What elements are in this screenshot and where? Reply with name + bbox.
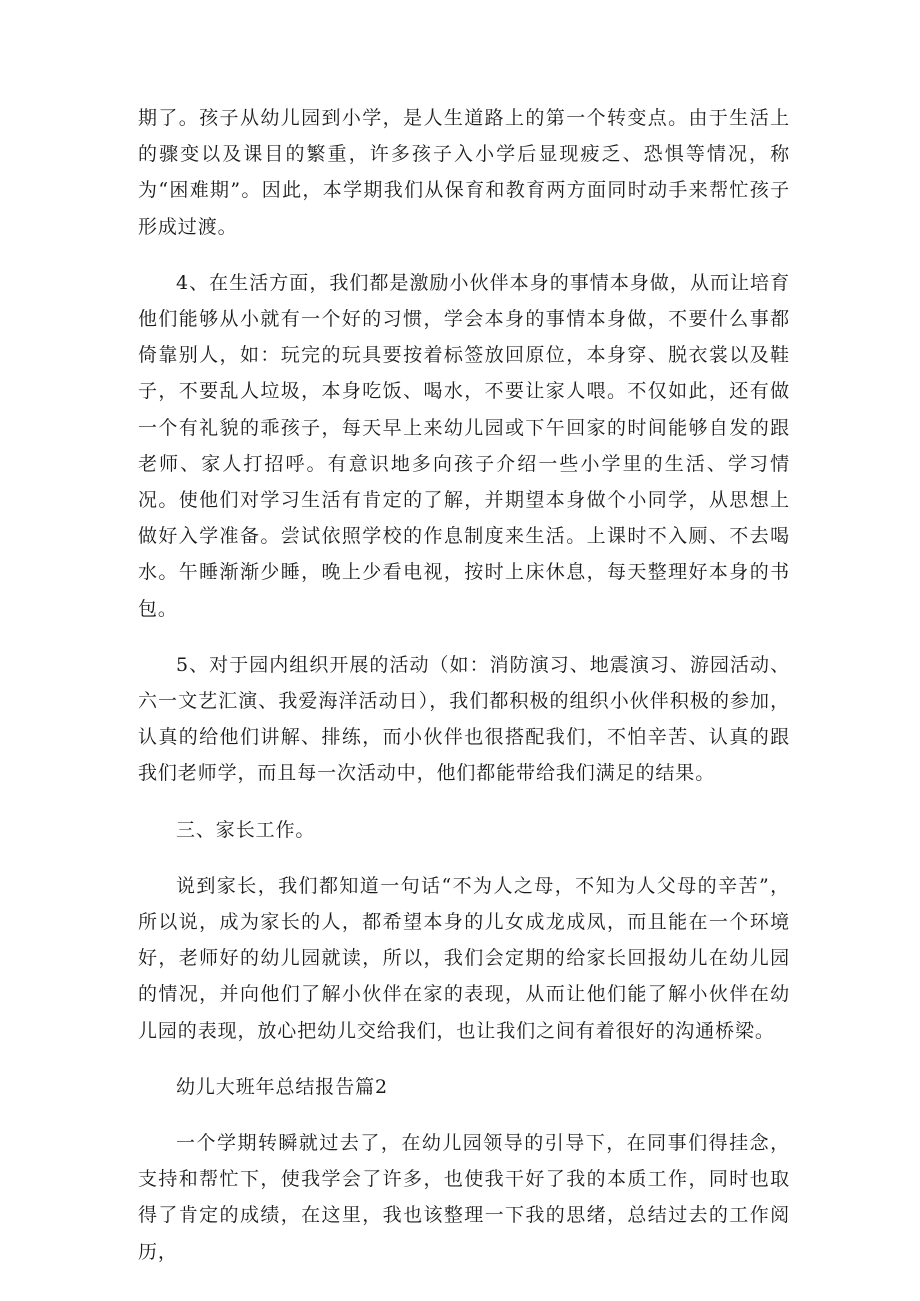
paragraph-item-5: 5、对于园内组织开展的活动（如：消防演习、地震演习、游园活动、六一文艺汇演、我爱海洋活动日），我们都积极的组织小伙伴积极的参加，认真的给他们讲解、排练，而小伙伴也很搭配我们，不怕辛苦、认真的跟我们老师学，而且每一次活动中，他们都能带给我们满足的结果。 bbox=[138, 653, 790, 785]
document-body bbox=[138, 100, 790, 1270]
paragraph-semester-summary: 一个学期转瞬就过去了，在幼儿园领导的引导下，在同事们得挂念，支持和帮忙下，使我学会了许多，也使我干好了我的本质工作，同时也取得了肯定的成绩，在这里，我也该整理一下我的思绪，总结过去的工作阅历， bbox=[138, 1132, 790, 1263]
paragraph-parents: 说到家长，我们都知道一句话“不为人之母，不知为人父母的辛苦”，所以说，成为家长的人，都希望本身的儿女成龙成凤，而且能在一个环境好，老师好的幼儿园就读，所以，我们会定期的给家长回报幼儿在幼儿园的情况，并向他们了解小伙伴在家的表现，从而让他们能了解小伙伴在幼儿园的表现，放心把幼儿交给我们，也让我们之间有着很好的沟通桥梁。 bbox=[138, 874, 790, 1042]
section-heading-parent-work: 三、家长工作。 bbox=[176, 818, 316, 841]
article-title-part-2: 幼儿大班年总结报告篇2 bbox=[176, 1075, 388, 1098]
paragraph-continuation: 期了。孩子从幼儿园到小学，是人生道路上的第一个转变点。由于生活上的骤变以及课目的繁重，许多孩子入小学后显现疲乏、恐惧等情况，称为“困难期”。因此，本学期我们从保育和教育两方面同时动手来帮忙孩子形成过渡。 bbox=[138, 107, 790, 238]
paragraph-item-4: 4、在生活方面，我们都是激励小伙伴本身的事情本身做，从而让培育他们能够从小就有一个好的习惯，学会本身的事情本身做，不要什么事都倚靠别人，如：玩完的玩具要按着标签放回原位，本身穿、脱衣裳以及鞋子，不要乱人垃圾，本身吃饭、喝水，不要让家人喂。不仅如此，还有做一个有礼貌的乖孩子，每天早上来幼儿园或下午回家的时间能够自发的跟老师、家人打招呼。有意识地多向孩子介绍一些小学里的生活、学习情况。使他们对学习生活有肯定的了解，并期望本身做个小同学，从思想上做好入学准备。尝试依照学校的作息制度来生活。上课时不入厕、不去喝水。午睡渐渐少睡，晚上少看电视，按时上床休息，每天整理好本身的书包。 bbox=[138, 271, 790, 620]
